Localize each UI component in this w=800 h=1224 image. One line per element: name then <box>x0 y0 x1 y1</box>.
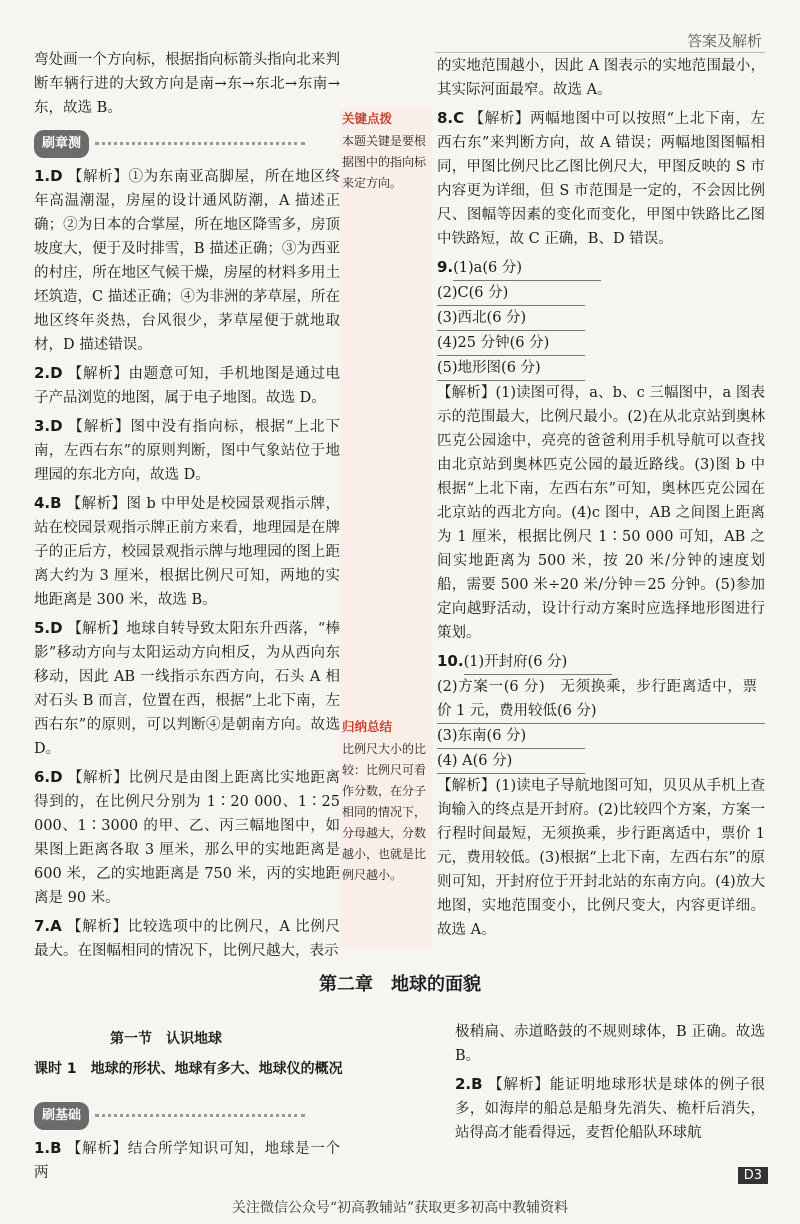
answer-fill: (5)地形图(6 分) <box>437 356 585 381</box>
section-tag-row <box>34 1096 340 1136</box>
answer-text: 【解析】两幅地图中可以按照“上北下南，左西右东”来判断方向，故 A 错误；两幅地图图幅相同，甲图比例尺比乙图比例尺大，甲图反映的 S 市内容更为详细，但 S 市范围是一定的，不会因比例尺、图幅等因素的变化而变化，甲图中铁路比乙图中铁路短，故 C 正确，B、D 错误。 <box>437 111 765 247</box>
answer-item <box>34 914 340 963</box>
answer-number: 3.D <box>34 417 63 435</box>
answer-fill: (1)a(6 分) <box>453 256 601 281</box>
answer-text: 【解析】(1)读图可得，a、b、c 三幅图中，a 图表示的范围最大，比例尺最小。(2)在从北京站到奥林匹克公园途中，亮亮的爸爸利用手机导航可以查找由北京站到奥林匹克公园的最近路线。(3)图 b 中根据“上北下南，左西右东”可知，奥林匹克公园在北京站的西北方向。(4)c 图中，AB 之间图上距离为 1 厘米，根据比例尺 1∶50 000 可知，AB 之间实地距离为 500 米，按 20 米/分钟的速度划船，需要 500 米÷20 米/分钟＝25 分钟。(5)参加定向越野活动，设计行动方案时应选择地形图进行策划。 <box>437 385 765 641</box>
answer-text: 【解析】比较选项中的比例尺，A 比例尺最大。在图幅相同的情况下，比例尺越大，表示 <box>34 919 340 959</box>
side-note-text: 比例尺大小的比较：比例尺可看作分数，在分子相同的情况下，分母越大，分数越小，也就是比例尺越小。 <box>342 742 427 882</box>
answer-item <box>437 106 765 251</box>
answer-fill: (4) A(6 分) <box>437 749 585 774</box>
side-note-summary <box>342 716 430 886</box>
answer-fill: (2)C(6 分) <box>437 281 585 306</box>
answer-item <box>34 616 340 761</box>
answer-fill: (4)25 分钟(6 分) <box>437 331 585 356</box>
answer-item <box>437 649 765 942</box>
answer-continued: 极稍扁、赤道略鼓的不规则球体，B 正确。故选 B。 <box>455 1024 765 1064</box>
answer-item <box>34 361 340 410</box>
answer-fill: (3)西北(6 分) <box>437 306 585 331</box>
header-label: 答案及解析 <box>686 32 762 50</box>
right-column <box>437 54 765 946</box>
answer-fill: (1)开封府(6 分) <box>464 650 612 675</box>
answer-fill: (3)东南(6 分) <box>437 724 585 749</box>
answer-item <box>34 414 340 487</box>
answer-text: 【解析】地球自转导致太阳东升西落，“棒影”移动方向与太阳运动方向相反，为从西向东移动，因此 AB 一线指示东西方向，石头 A 相对石头 B 而言，位置在西，根据“上北下南，左西右东”的原则，可以判断④是朝南方向。故选 D。 <box>34 621 340 757</box>
answer-text: 【解析】比例尺是由图上距离比实地距离得到的，在比例尺分别为 1∶20 000、1∶25 000、1∶3000 的甲、乙、丙三幅地图中，如果图上距离各取 3 厘米，那么甲的实地距离是 600 米，乙的实地距离是 750 米，丙的实地距离是 90 米。 <box>34 770 340 906</box>
answer-text: 【解析】由题意可知，手机地图是通过电子产品浏览的地图，属于电子地图。故选 D。 <box>34 366 340 406</box>
answer-item <box>437 255 765 645</box>
answer-number: 9. <box>437 258 454 276</box>
side-note-text: 本题关键是要根据图中的指向标来定方向。 <box>342 134 427 190</box>
answer-item <box>455 1072 765 1145</box>
chapter-title: 第二章 地球的面貌 <box>319 974 481 995</box>
side-note-title: 关键点拨 <box>342 111 393 126</box>
answer-number: 7.A <box>34 917 62 935</box>
left-column <box>34 48 340 967</box>
page-number: D3 <box>738 1167 768 1184</box>
answer-item <box>34 765 340 910</box>
answer-fill: (2)方案一(6 分) 无须换乘，步行距离适中，票价 1 元，费用较低(6 分) <box>437 675 765 724</box>
answer-text: 【解析】图 b 中甲处是校园景观指示牌，站在校园景观指示牌正前方来看，地理园是在牌子的正后方，校园景观指示牌与地理园的图上距离大约为 3 厘米，根据比例尺可知，两地的实地距离是 300 米，故选 B。 <box>34 496 341 608</box>
left-intro: 弯处画一个方向标，根据指向标箭头指向北来判断车辆行进的大致方向是南→东→东北→东南→东，故选 B。 <box>34 52 340 116</box>
answer-number: 1.B <box>34 1139 62 1157</box>
answer-text: 【解析】①为东南亚高脚屋，所在地区终年高温潮湿，房屋的设计通风防潮，A 描述正确；②为日本的合掌屋，所在地区降雪多，房顶坡度大，便于及时排雪，B 描述正确；③为西亚的村庄，所在地区气候干燥，房屋的材料多用土坯筑造，C 描述正确；④为非洲的茅草屋，所在地区终年炎热，台风很少，茅草屋便于就地取材，D 描述错误。 <box>34 169 340 353</box>
answer-number: 8.C <box>437 109 465 127</box>
answer-number: 4.B <box>34 494 62 512</box>
section-tag: 刷章测 <box>34 130 89 158</box>
bottom-right-column <box>455 1020 765 1149</box>
answer-item <box>34 1136 340 1185</box>
dotted-divider <box>95 1114 305 1117</box>
header-rule <box>435 52 765 53</box>
answer-text: 【解析】能证明地球形状是球体的例子很多，如海岸的船总是船身先消失、桅杆后消失，站得高才能看得远，麦哲伦船队环球航 <box>455 1077 766 1141</box>
answer-number: 5.D <box>34 619 63 637</box>
section-tag: 刷基础 <box>34 1102 89 1130</box>
section-title: 第一节 认识地球 <box>110 1031 222 1047</box>
answer-text: 【解析】结合所学知识可知，地球是一个两 <box>34 1141 341 1181</box>
section-tag-row <box>34 124 340 164</box>
side-note-title: 归纳总结 <box>342 719 393 734</box>
answer-number: 2.D <box>34 364 63 382</box>
answer-number: 10. <box>437 652 464 670</box>
right-intro: 的实地范围越小，因此 A 图表示的实地范围最小，其实际河面最窄。故选 A。 <box>437 58 765 98</box>
side-note-key-point <box>342 108 430 194</box>
answer-number: 6.D <box>34 768 63 786</box>
bottom-left-column <box>34 1096 340 1189</box>
answer-number: 1.D <box>34 167 63 185</box>
answer-item <box>34 491 340 612</box>
dotted-divider <box>95 142 305 145</box>
footer-note: 关注微信公众号“初高教辅站”获取更多初高中教辅资料 <box>231 1200 569 1216</box>
answer-text: 【解析】图中没有指向标，根据“上北下南，左西右东”的原则判断，图中气象站位于地理园的东北方向，故选 D。 <box>34 419 341 483</box>
answer-item <box>34 164 340 357</box>
lesson-title: 课时 1 地球的形状、地球有多大、地球仪的概况 <box>34 1061 343 1077</box>
answer-number: 2.B <box>455 1075 483 1093</box>
answer-text: 【解析】(1)读电子导航地图可知，贝贝从手机上查询输入的终点是开封府。(2)比较四个方案，方案一行程时间最短，无须换乘，步行距离适中，票价 1 元，费用较低。(3)根据“上北下南，左西右东”的原则可知，开封府位于开封北站的东南方向。(4)放大地图，实地范围变小，比例尺变大，内容更详细。故选 A。 <box>437 778 765 938</box>
